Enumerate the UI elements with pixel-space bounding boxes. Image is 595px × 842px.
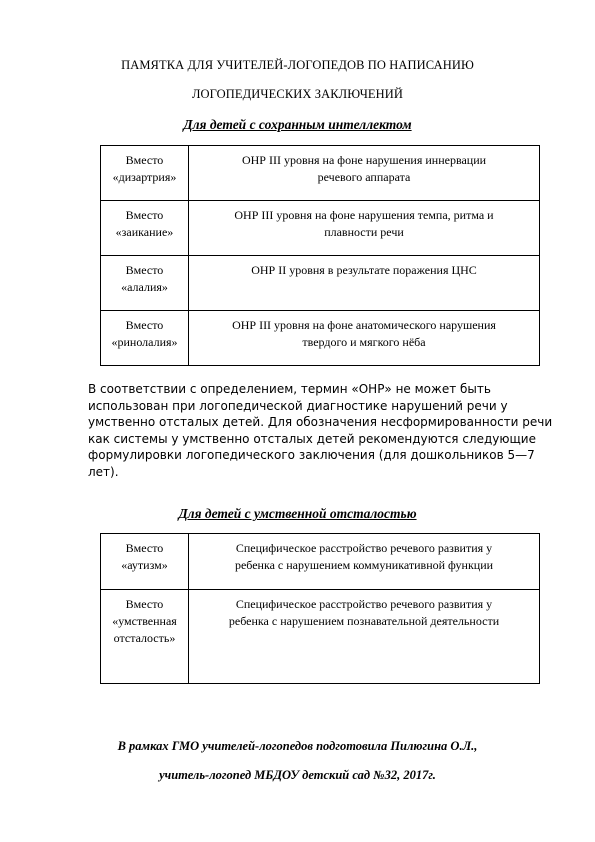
table-row: [101, 256, 540, 311]
conclusion-line1: ОНР III уровня на фоне анатомического нарушения: [232, 318, 496, 332]
instead-word: Вместо: [125, 263, 164, 277]
instead-word: Вместо: [125, 541, 164, 555]
body-paragraph: В соответствии с определением, термин «ОНР» не может быть использован при логопедической диагностике нарушений речи у умственно отсталых детей. Для обозначения несформированности речи как системы у умственно отсталых детей рекомендуются следующие формулировки логопедического заключения (для дошкольников 5—7 лет).: [88, 382, 553, 479]
instead-word: Вместо: [125, 208, 164, 222]
document-title-line2: ЛОГОПЕДИЧЕСКИХ ЗАКЛЮЧЕНИЙ: [191, 87, 404, 101]
conclusion-line2: ребенка с нарушением коммуникативной функции: [234, 558, 494, 572]
document-title-line1: ПАМЯТКА ДЛЯ УЧИТЕЛЕЙ-ЛОГОПЕДОВ ПО НАПИСАНИЮ: [121, 58, 474, 72]
conclusion-cell: [189, 534, 540, 590]
instead-cell: [101, 311, 189, 366]
conclusion-cell: [189, 201, 540, 256]
instead-cell: [101, 256, 189, 311]
conclusion-line1: ОНР III уровня на фоне нарушения иннервации: [241, 153, 487, 167]
conclusion-cell: [189, 256, 540, 311]
conclusion-cell: [189, 590, 540, 684]
instead-cell: [101, 146, 189, 201]
instead-cell: [101, 590, 189, 684]
instead-term: «аутизм»: [121, 558, 168, 572]
table-row: [101, 146, 540, 201]
conclusion-line2: речевого аппарата: [317, 170, 411, 184]
instead-term: «ринолалия»: [111, 335, 178, 349]
instead-term: «дизартрия»: [112, 170, 177, 184]
instead-term: «заикание»: [115, 225, 174, 239]
footer-line2: учитель-логопед МБДОУ детский сад №32, 2017г.: [159, 768, 436, 782]
conclusion-line1: ОНР II уровня в результате поражения ЦНС: [251, 263, 477, 277]
conclusion-line1: Специфическое расстройство речевого развития у: [235, 541, 493, 555]
section2-heading: Для детей с умственной отсталостью: [178, 506, 417, 521]
instead-cell: [101, 201, 189, 256]
conclusion-cell: [189, 311, 540, 366]
instead-word: Вместо: [125, 597, 164, 611]
instead-cell: [101, 534, 189, 590]
instead-term-line1: «умственная: [112, 614, 177, 628]
instead-term-line2: отсталость»: [113, 631, 176, 645]
instead-word: Вместо: [125, 318, 164, 332]
section2-table: [100, 533, 540, 684]
table-row: [101, 311, 540, 366]
table-row: [101, 534, 540, 590]
conclusion-line2: ребенка с нарушением познавательной деятельности: [228, 614, 500, 628]
footer-line1: В рамках ГМО учителей-логопедов подготовила Пилюгина О.Л.,: [117, 739, 478, 753]
conclusion-line2: плавности речи: [324, 225, 404, 239]
table-row: [101, 590, 540, 684]
section1-table: [100, 145, 540, 366]
instead-term: «алалия»: [121, 280, 168, 294]
instead-word: Вместо: [125, 153, 164, 167]
conclusion-line1: Специфическое расстройство речевого развития у: [235, 597, 493, 611]
conclusion-line2: твердого и мягкого нёба: [302, 335, 426, 349]
conclusion-cell: [189, 146, 540, 201]
table-row: [101, 201, 540, 256]
conclusion-line1: ОНР III уровня на фоне нарушения темпа, ритма и: [234, 208, 494, 222]
section1-heading: Для детей с сохранным интеллектом: [183, 117, 412, 132]
